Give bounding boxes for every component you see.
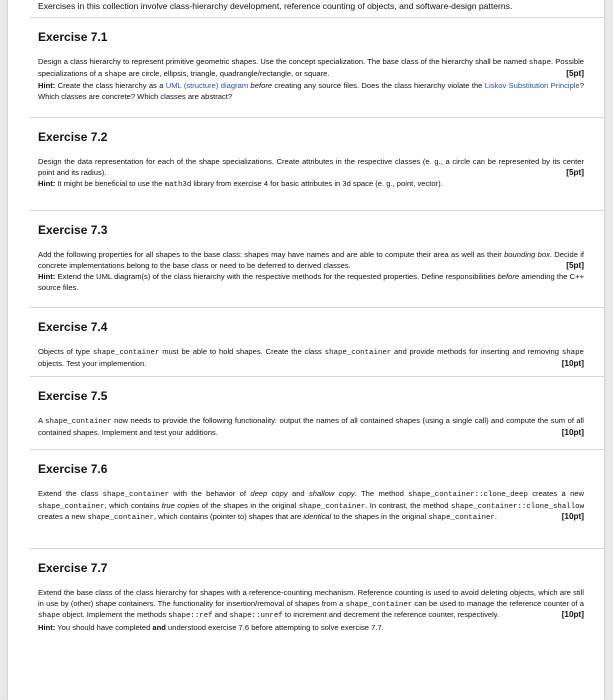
- exercise-body: [38, 157, 584, 191]
- points-badge: [5pt]: [566, 68, 584, 78]
- collection-intro: Exercises in this collection involve class-hierarchy development, reference counting of objects, and software-design patterns.: [38, 1, 513, 11]
- points-badge: [10pt]: [561, 512, 584, 522]
- exercise-description: Extend the class shape_container with the behavior of deep copy and shallow copy. The method shape_container::clone_deep creates a new shape_container, which contains true copies of the shapes in the original shape_container. In contrast, the method shape_container::clone_shallow creates a new shape_container, which contains (pointer to) shapes that are identical to the shapes in the original shape_container. [10pt]: [38, 489, 585, 523]
- exercise-title: Exercise 7.3: [38, 223, 108, 237]
- exercise-hint: Hint: It might be beneficial to use the math3d library from exercise 4 for basic attributes in 3d space (e. g., point, vector).: [38, 179, 443, 190]
- code-shape-container: shape_container: [324, 349, 392, 357]
- code-math3d: math3d: [164, 181, 192, 190]
- points-badge: [10pt]: [561, 610, 584, 620]
- exercise-body: [38, 489, 584, 524]
- points-badge: [5pt]: [566, 167, 584, 177]
- exercise-title: Exercise 7.5: [38, 389, 108, 403]
- exercise-hint: Hint: Extend the UML diagram(s) of the class hierarchy with the respective methods for the requested properties. Define responsibilities before amending the C++ source files.: [38, 272, 584, 292]
- exercise-description: Design a class hierarchy to represent primitive geometric shapes. Use the concept specialization. The base class of the hierarchy shall be named shape. Possible specializations of a shape are circle, ellipsis, triangle, quadrangle/rectangle, or square. [5pt]: [38, 57, 584, 79]
- code-shape-container: shape_container: [92, 349, 160, 357]
- code-shape: shape: [528, 59, 552, 67]
- code-shape-container: shape_container: [45, 418, 112, 426]
- exercise-description: Objects of type shape_container must be able to hold shapes. Create the class shape_container and provide methods for inserting and removing shape objects. Test your implemention. [10pt]: [38, 347, 584, 368]
- exercise-7-5: [30, 376, 604, 449]
- exercise-body: [38, 57, 584, 102]
- exercise-body: [38, 588, 584, 633]
- uml-diagram-link[interactable]: UML (structure) diagram: [165, 81, 249, 91]
- exercise-7-3: [30, 210, 604, 307]
- exercise-hint: Hint: Create the class hierarchy as a UML (structure) diagram before creating any source files. Does the class hierarchy violate the Liskov Substitution Principle? Which classes are concrete? Which classes are abstract?: [38, 81, 584, 101]
- exercise-title: Exercise 7.2: [38, 130, 108, 144]
- exercise-7-6: [30, 449, 604, 548]
- exercise-7-1: [30, 17, 604, 117]
- exercise-description: Design the data representation for each of the shape specializations. Create attributes in the respective classes (e. g., a circle can be represented by its center point and its radius). [5pt]: [38, 157, 584, 177]
- code-shape: shape: [561, 349, 584, 357]
- points-badge: [5pt]: [566, 260, 584, 270]
- code-shape: shape: [104, 70, 127, 79]
- exercise-description: Add the following properties for all shapes to the base class: shapes may have names and are able to compute their area as well as their bounding box. Decide if concrete implementations belong to the base class or need to be deferred to derived classes. [5pt]: [38, 250, 585, 270]
- exercise-hint: Hint: You should have completed and understood exercise 7.6 before attempting to solve exercise 7.7.: [38, 622, 384, 632]
- exercise-body: [38, 250, 584, 293]
- exercise-title: Exercise 7.6: [38, 462, 108, 476]
- points-badge: [10pt]: [561, 358, 584, 368]
- exercise-body: [38, 416, 584, 438]
- exercise-7-2: [30, 117, 604, 210]
- exercise-description: A shape_container now needs to provide the following functionality: output the names of all contained shapes (using a single call) and compute the sum of all contained shapes. Implement and test your additions. [10pt]: [38, 416, 584, 437]
- document-page: [8, 0, 604, 700]
- exercise-body: [38, 347, 584, 369]
- exercise-description: Extend the base class of the class hierarchy for shapes with a reference-counting mechanism. Reference counting is used to avoid deleting objects, which are still in use by (other) shape containers. The functionality for insertion/removal of shapes from a shape_container can be used to manage the reference counter of a shape object. Implement the methods shape::ref and shape::unref to increment and decrement the reference counter, respectively. [10pt]: [38, 588, 585, 621]
- exercise-title: Exercise 7.7: [38, 561, 108, 575]
- exercise-title: Exercise 7.4: [38, 320, 108, 334]
- exercise-7-7: [30, 548, 604, 700]
- exercise-title: Exercise 7.1: [38, 30, 108, 44]
- exercise-7-4: [30, 307, 604, 376]
- liskov-principle-link[interactable]: Liskov Substitution Principle: [484, 81, 580, 91]
- points-badge: [10pt]: [561, 427, 584, 437]
